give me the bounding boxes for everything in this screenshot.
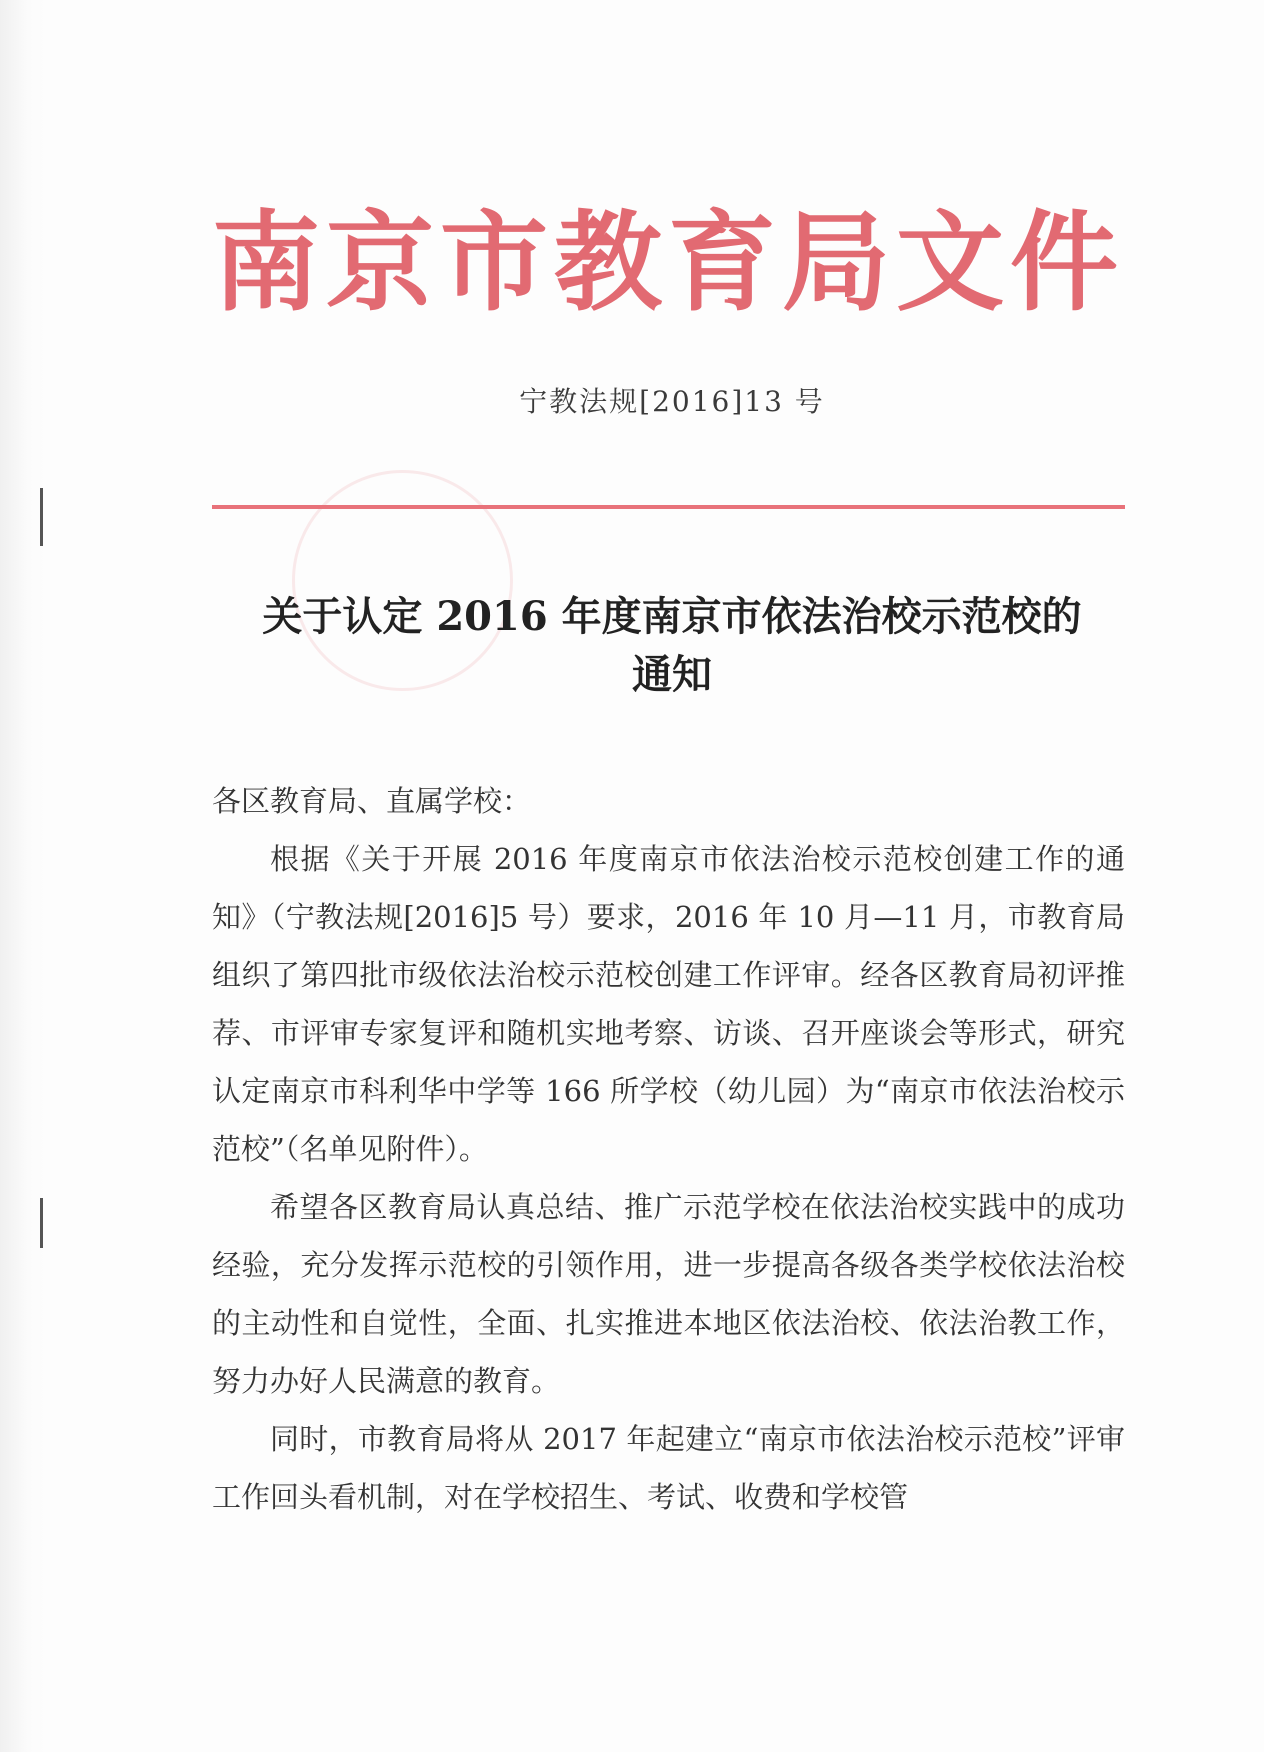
document-masthead: 南京市教育局文件 — [212, 200, 1125, 326]
body-paragraph: 希望各区教育局认真总结、推广示范学校在依法治校实践中的成功经验，充分发挥示范校的引领作用，进一步提高各级各类学校依法治校的主动性和自觉性，全面、扎实推进本地区依法治校、依法治教工作，努力办好人民满意的教育。 — [212, 1190, 1125, 1398]
title-line-2: 通知 — [632, 651, 712, 698]
body-paragraph: 根据《关于开展 2016 年度南京市依法治校示范校创建工作的通知》（宁教法规[2016]5 号）要求，2016 年 10 月—11 月，市教育局组织了第四批市级依法治校示范校创建工作评审。经各区教育局初评推荐、市评审专家复评和随机实地考察、访谈、召开座谈会等形式，研究认定南京市科利华中学等 166 所学校（幼儿园）为“南京市依法治校示范校”（名单见附件）。 — [212, 842, 1125, 1166]
body-paragraph: 同时，市教育局将从 2017 年起建立“南京市依法治校示范校”评审工作回头看机制，对在学校招生、考试、收费和学校管 — [212, 1422, 1125, 1514]
red-divider-line — [212, 505, 1125, 509]
document-title — [212, 588, 1132, 704]
binding-mark — [40, 1198, 43, 1248]
title-line-1: 关于认定 2016 年度南京市依法治校示范校的 — [262, 593, 1082, 640]
salutation: 各区教育局、直属学校： — [212, 784, 532, 818]
document-body — [212, 772, 1125, 1526]
document-number: 宁教法规[2016]13 号 — [519, 385, 825, 418]
binding-mark — [40, 488, 43, 546]
page-left-edge — [0, 0, 46, 1752]
